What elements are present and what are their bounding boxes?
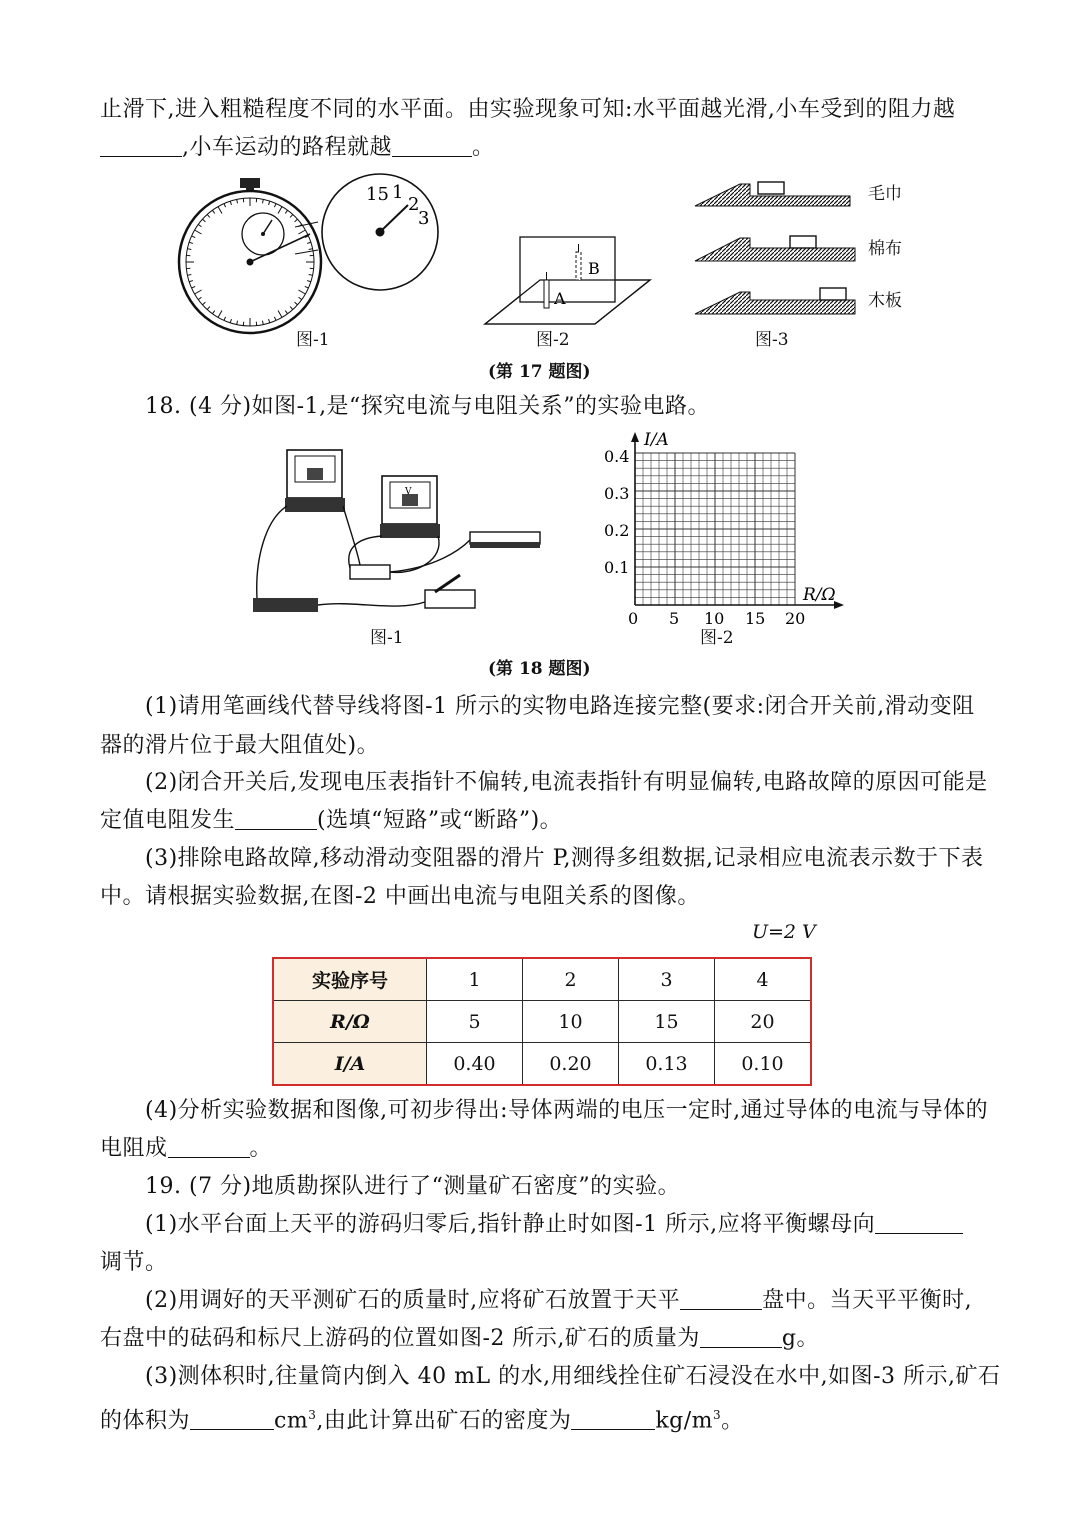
q19-text: (2)用调好的天平测矿石的质量时,应将矿石放置于天平 [145, 1288, 681, 1313]
q19-text: kg/m [655, 1408, 714, 1434]
data-table [272, 957, 812, 1086]
superscript: 3 [713, 1408, 722, 1422]
q18-text: 定值电阻发生 [100, 808, 236, 833]
q18-title: 18. (4 分)如图-1,是“探究电流与电阻关系”的实验电路。 [145, 394, 711, 419]
table-cell: 2 [523, 958, 619, 1001]
q17-text-line1: 止滑下,进入粗糙程度不同的水平面。由实验现象可知:水平面越光滑,小车受到的阻力越 [100, 97, 956, 122]
q18-text: 电阻成 [100, 1136, 168, 1161]
q18-p2-line2 [100, 806, 562, 836]
q19-text: 盘中。当天平平衡时, [762, 1288, 973, 1313]
answer-blank[interactable] [700, 1325, 782, 1348]
q19-text: ,由此计算出矿石的密度为 [316, 1408, 572, 1434]
fig17-1-caption: 图-1 [296, 330, 330, 350]
q19-p2-line2 [100, 1324, 819, 1354]
table-cell: 0.10 [715, 1043, 812, 1086]
q18-p1-line1: (1)请用笔画线代替导线将图-1 所示的实物电路连接完整(要求:闭合开关前,滑动变阻 [145, 694, 975, 719]
q19-p3-line2 [100, 1400, 744, 1436]
q19-text: g。 [781, 1326, 820, 1351]
surface-label-towel: 毛巾 [868, 184, 902, 204]
q19-p3-line1: (3)测体积时,往量筒内倒入 40 mL 的水,用细线拴住矿石浸没在水中,如图-3 所示,矿石 [145, 1364, 1001, 1389]
table-cell: 5 [427, 1001, 523, 1043]
q19-p1-line2: 调节。 [100, 1250, 168, 1275]
dial-number: 2 [408, 194, 420, 215]
q19-p2-line1 [145, 1286, 972, 1316]
q19-text: 的体积为 [100, 1408, 191, 1434]
q19-text: 。 [721, 1408, 744, 1434]
q18-text: 。 [249, 1136, 273, 1161]
q19-text: cm [274, 1408, 309, 1434]
graph-xtick: 20 [785, 609, 806, 628]
answer-blank[interactable] [100, 134, 182, 157]
fig18-group-caption: (第 18 题图) [488, 659, 591, 679]
q18-p2-line1: (2)闭合开关后,发现电压表指针不偏转,电流表指针有明显偏转,电路故障的原因可能是 [145, 770, 988, 795]
graph-xtick: 5 [669, 609, 680, 628]
graph-ytick: 0.1 [604, 558, 630, 577]
table-header-cell: R/Ω [273, 1001, 427, 1043]
answer-blank[interactable] [392, 134, 472, 157]
dial-number: 1 [392, 182, 404, 203]
table-cell: 1 [427, 958, 523, 1001]
graph-ytick: 0.2 [604, 521, 630, 540]
answer-blank[interactable] [190, 1407, 274, 1430]
surface-label-cotton: 棉布 [868, 239, 902, 259]
current-resistance-graph [600, 428, 850, 638]
fig18-1-caption: 图-1 [370, 628, 404, 648]
table-cell: 0.13 [619, 1043, 715, 1086]
voltage-note: U=2 V [752, 921, 816, 943]
q18-p4-line1: (4)分析实验数据和图像,可初步得出:导体两端的电压一定时,通过导体的电流与导体的 [145, 1098, 989, 1123]
answer-blank[interactable] [168, 1135, 250, 1158]
graph-xtick: 15 [745, 609, 766, 628]
q19-text: (1)水平台面上天平的游码归零后,指针静止时如图-1 所示,应将平衡螺母向 [145, 1212, 876, 1237]
fig17-group-caption: (第 17 题图) [488, 362, 591, 382]
q19-text: 右盘中的砝码和标尺上游码的位置如图-2 所示,矿石的质量为 [100, 1326, 700, 1351]
fig17-2-caption: 图-2 [536, 330, 570, 350]
table-cell: 15 [619, 1001, 715, 1043]
fig17-3-caption: 图-3 [755, 330, 789, 350]
graph-ytick: 0.4 [604, 447, 630, 466]
candle-a-label: A [554, 289, 566, 308]
table-cell: 0.20 [523, 1043, 619, 1086]
q19-title: 19. (7 分)地质勘探队进行了“测量矿石密度”的实验。 [145, 1174, 681, 1199]
q17-text-line2 [100, 133, 495, 163]
answer-blank[interactable] [875, 1211, 963, 1234]
q17-text: 。 [472, 135, 495, 160]
table-header-cell: I/A [273, 1043, 427, 1086]
graph-ytick: 0.3 [604, 484, 630, 503]
table-row [273, 958, 811, 1001]
answer-blank[interactable] [680, 1287, 762, 1310]
graph-xtick: 0 [628, 609, 639, 628]
surface-label-wood: 木板 [868, 291, 902, 311]
dial-number: 3 [418, 208, 430, 229]
table-cell: 0.40 [427, 1043, 523, 1086]
graph-xlabel: R/Ω [803, 585, 836, 605]
stopwatch-figure [170, 172, 445, 337]
dial-number: 15 [366, 184, 389, 205]
graph-ylabel: I/A [644, 430, 669, 450]
candle-b-label: B [588, 259, 600, 278]
mirror-candle-figure [480, 232, 655, 327]
q18-text: (选填“短路”或“断路”)。 [317, 808, 563, 833]
table-header-cell: 实验序号 [273, 958, 427, 1001]
fig18-2-caption: 图-2 [700, 628, 734, 648]
answer-blank[interactable] [235, 807, 317, 830]
answer-blank[interactable] [571, 1407, 655, 1430]
table-row [273, 1043, 811, 1086]
superscript: 3 [308, 1408, 317, 1422]
q18-p3-line2: 中。请根据实验数据,在图-2 中画出电流与电阻关系的图像。 [100, 884, 700, 909]
svg-text:V: V [405, 487, 412, 497]
q18-p3-line1: (3)排除电路故障,移动滑动变阻器的滑片 P,测得多组数据,记录相应电流表示数于下表 [145, 846, 984, 871]
graph-xtick: 10 [704, 609, 725, 628]
q18-p4-line2 [100, 1134, 272, 1164]
table-cell: 20 [715, 1001, 812, 1043]
q18-p1-line2: 器的滑片位于最大阻值处)。 [100, 733, 380, 758]
q17-text: ,小车运动的路程就越 [182, 135, 392, 160]
circuit-figure [245, 440, 550, 620]
table-row [273, 1001, 811, 1043]
table-cell: 4 [715, 958, 812, 1001]
q19-p1-line1 [145, 1210, 963, 1240]
table-cell: 10 [523, 1001, 619, 1043]
table-cell: 3 [619, 958, 715, 1001]
